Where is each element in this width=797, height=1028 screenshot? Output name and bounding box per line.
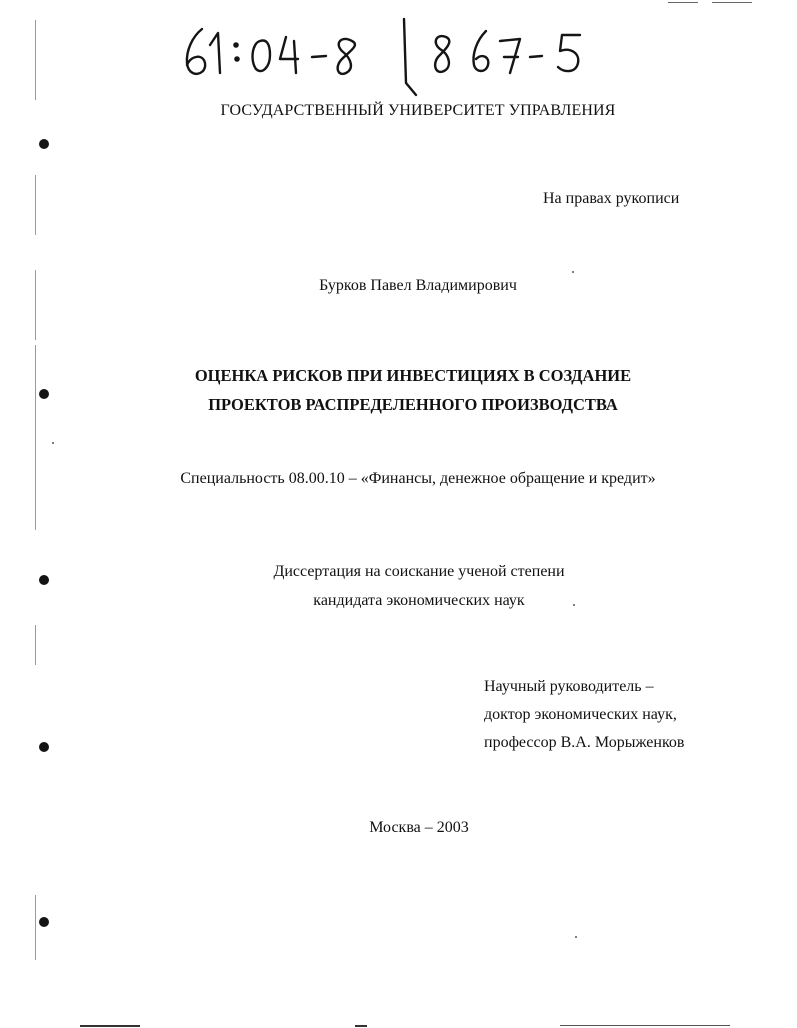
- binder-line-1: [35, 20, 36, 100]
- punch-hole-4: [39, 742, 49, 752]
- author-name: Бурков Павел Владимирович: [319, 277, 517, 294]
- scan-edge-mark: [560, 1025, 730, 1026]
- binder-line-2: [35, 175, 36, 235]
- handwritten-code: [170, 15, 610, 105]
- punch-hole-1: [39, 139, 49, 149]
- scan-speck: [573, 604, 575, 606]
- university-name: ГОСУДАРСТВЕННЫЙ УНИВЕРСИТЕТ УПРАВЛЕНИЯ: [220, 102, 616, 119]
- supervisor-line: Научный руководитель –: [484, 678, 654, 695]
- degree-line: Диссертация на соискание ученой степени: [273, 563, 565, 580]
- punch-hole-5: [39, 917, 49, 927]
- specialty-line: Специальность 08.00.10 – «Финансы, денежное обращение и кредит»: [180, 470, 656, 487]
- city-year: Москва – 2003: [369, 819, 469, 836]
- supervisor-line: профессор В.А. Морыженков: [484, 734, 685, 751]
- degree-statement: [0, 557, 797, 615]
- scan-speck: [52, 442, 54, 444]
- scan-edge-mark: [712, 2, 752, 3]
- title-line: ПРОЕКТОВ РАСПРЕДЕЛЕННОГО ПРОИЗВОДСТВА: [208, 395, 618, 414]
- scan-speck: [575, 936, 577, 938]
- binder-line-6: [35, 895, 36, 960]
- manuscript-rights-note: На правах рукописи: [543, 190, 680, 207]
- scan-edge-mark: [355, 1025, 367, 1027]
- title-line: ОЦЕНКА РИСКОВ ПРИ ИНВЕСТИЦИЯХ В СОЗДАНИЕ: [194, 366, 632, 385]
- binder-line-5: [35, 625, 36, 665]
- scan-speck: [572, 271, 574, 273]
- dissertation-title: [0, 361, 797, 419]
- degree-line: кандидата экономических наук: [313, 592, 525, 609]
- supervisor-line: доктор экономических наук,: [484, 706, 677, 723]
- supervisor-block: [484, 673, 684, 757]
- scan-edge-mark: [668, 2, 698, 3]
- scan-edge-mark: [80, 1025, 140, 1027]
